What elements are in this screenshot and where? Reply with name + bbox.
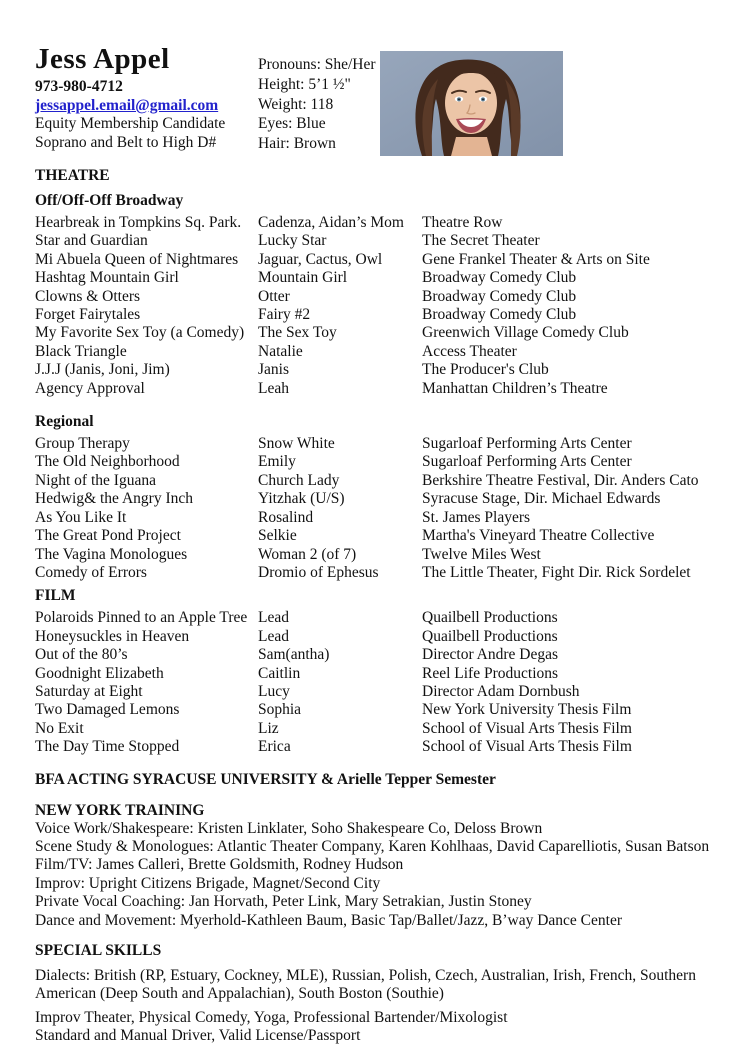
table-row xyxy=(35,232,721,250)
production-title: Black Triangle xyxy=(35,342,127,360)
pronouns: Pronouns: She/Her xyxy=(258,56,376,73)
venue-name: Reel Life Productions xyxy=(422,664,559,682)
table-row xyxy=(35,343,721,361)
role-name: Lucky Star xyxy=(258,232,327,250)
venue-name: Martha's Vineyard Theatre Collective xyxy=(422,527,655,545)
table-row xyxy=(35,435,721,453)
training-item: Voice Work/Shakespeare: Kristen Linklater, Soho Shakespeare Co, Deloss Brown xyxy=(35,819,543,837)
production-title: Agency Approval xyxy=(35,379,145,397)
table-row xyxy=(35,628,721,646)
vocal-range: Soprano and Belt to High D# xyxy=(35,133,217,151)
venue-name: New York University Thesis Film xyxy=(422,701,632,719)
table-row xyxy=(35,609,721,627)
off-broadway-heading: Off/Off-Off Broadway xyxy=(35,192,184,209)
training-item: Scene Study & Monologues: Atlantic Theater Company, Karen Kohlhaas, David Caparelliotis, Susan Batson xyxy=(35,837,710,855)
resume-header xyxy=(35,45,721,157)
theatre-heading: THEATRE xyxy=(35,167,110,184)
production-title: No Exit xyxy=(35,719,84,737)
role-name: Liz xyxy=(258,719,279,737)
table-row xyxy=(35,361,721,379)
weight: Weight: 118 xyxy=(258,95,334,113)
film-table xyxy=(35,609,721,756)
table-row xyxy=(35,324,721,342)
venue-name: Manhattan Children’s Theatre xyxy=(422,379,608,397)
contact-block xyxy=(35,45,258,152)
production-title: The Great Pond Project xyxy=(35,527,181,545)
venue-name: School of Visual Arts Thesis Film xyxy=(422,738,632,756)
table-row xyxy=(35,665,721,683)
table-row xyxy=(35,251,721,269)
training-item: Dance and Movement: Myerhold-Kathleen Baum, Basic Tap/Ballet/Jazz, B’way Dance Center xyxy=(35,911,623,929)
role-name: Caitlin xyxy=(258,664,301,682)
film-heading: FILM xyxy=(35,587,76,605)
venue-name: Director Adam Dornbush xyxy=(422,682,580,700)
production-title: Star and Guardian xyxy=(35,232,148,250)
regional-heading: Regional xyxy=(35,413,94,431)
production-title: The Old Neighborhood xyxy=(35,453,180,471)
venue-name: The Secret Theater xyxy=(422,232,540,250)
skills-heading: SPECIAL SKILLS xyxy=(35,942,162,959)
venue-name: Twelve Miles West xyxy=(422,545,541,563)
height: Height: 5’1 ½" xyxy=(258,75,351,93)
role-name: Lead xyxy=(258,609,289,627)
skills-driver: Standard and Manual Driver, Valid License/Passport xyxy=(35,1027,361,1045)
venue-name: Director Andre Degas xyxy=(422,646,559,664)
venue-name: Theatre Row xyxy=(422,214,503,231)
role-name: Selkie xyxy=(258,527,297,545)
venue-name: Broadway Comedy Club xyxy=(422,287,577,305)
training-item: Improv: Upright Citizens Brigade, Magnet/Second City xyxy=(35,874,381,892)
stats-block xyxy=(258,45,380,154)
role-name: Janis xyxy=(258,361,289,379)
production-title: Out of the 80’s xyxy=(35,646,128,664)
table-row xyxy=(35,646,721,664)
role-name: Leah xyxy=(258,379,289,397)
table-row xyxy=(35,701,721,719)
table-row xyxy=(35,683,721,701)
production-title: Polaroids Pinned to an Apple Tree xyxy=(35,609,248,627)
role-name: The Sex Toy xyxy=(258,324,337,342)
skills-dialects: Dialects: British (RP, Estuary, Cockney, MLE), Russian, Polish, Czech, Australian, Irish, French, Southern American (Deep South and Appalachian), South Boston (Southie) xyxy=(35,967,696,1003)
production-title: Clowns & Otters xyxy=(35,287,141,305)
role-name: Snow White xyxy=(258,435,335,453)
venue-name: Quailbell Productions xyxy=(422,627,558,645)
role-name: Sophia xyxy=(258,701,302,719)
table-row xyxy=(35,472,721,490)
skills-other: Improv Theater, Physical Comedy, Yoga, Professional Bartender/Mixologist xyxy=(35,1008,508,1026)
venue-name: Broadway Comedy Club xyxy=(422,306,577,324)
eye-color: Eyes: Blue xyxy=(258,115,326,133)
table-row xyxy=(35,509,721,527)
off-broadway-table xyxy=(35,214,721,398)
training-heading: NEW YORK TRAINING xyxy=(35,801,205,819)
production-title: Group Therapy xyxy=(35,435,130,453)
table-row xyxy=(35,453,721,471)
production-title: J.J.J (Janis, Joni, Jim) xyxy=(35,361,170,379)
venue-name: Greenwich Village Comedy Club xyxy=(422,324,629,342)
training-item: Private Vocal Coaching: Jan Horvath, Peter Link, Mary Setrakian, Justin Stoney xyxy=(35,893,532,911)
role-name: Natalie xyxy=(258,342,303,360)
production-title: Two Damaged Lemons xyxy=(35,701,180,719)
production-title: Honeysuckles in Heaven xyxy=(35,627,190,645)
role-name: Sam(antha) xyxy=(258,646,330,664)
table-row xyxy=(35,720,721,738)
headshot-photo xyxy=(380,51,563,156)
table-row xyxy=(35,269,721,287)
production-title: My Favorite Sex Toy (a Comedy) xyxy=(35,324,245,342)
training-section xyxy=(35,801,721,930)
role-name: Mountain Girl xyxy=(258,269,348,287)
venue-name: Gene Frankel Theater & Arts on Site xyxy=(422,250,650,268)
role-name: Emily xyxy=(258,453,296,471)
role-name: Jaguar, Cactus, Owl xyxy=(258,250,383,268)
venue-name: Broadway Comedy Club xyxy=(422,269,577,287)
production-title: Comedy of Errors xyxy=(35,563,147,581)
production-title: Night of the Iguana xyxy=(35,471,156,489)
table-row xyxy=(35,380,721,398)
venue-name: Syracuse Stage, Dir. Michael Edwards xyxy=(422,490,661,508)
production-title: Hashtag Mountain Girl xyxy=(35,269,179,287)
role-name: Lucy xyxy=(258,682,290,700)
role-name: Church Lady xyxy=(258,471,340,489)
production-title: Saturday at Eight xyxy=(35,682,143,700)
table-row xyxy=(35,306,721,324)
venue-name: Berkshire Theatre Festival, Dir. Anders Cato xyxy=(422,471,699,489)
venue-name: The Producer's Club xyxy=(422,361,549,379)
role-name: Otter xyxy=(258,287,290,305)
venue-name: Quailbell Productions xyxy=(422,609,558,627)
role-name: Fairy #2 xyxy=(258,306,311,324)
production-title: Mi Abuela Queen of Nightmares xyxy=(35,250,239,268)
table-row xyxy=(35,564,721,582)
role-name: Cadenza, Aidan’s Mom xyxy=(258,214,404,231)
phone-number: 973-980-4712 xyxy=(35,78,123,95)
venue-name: St. James Players xyxy=(422,508,531,526)
table-row xyxy=(35,214,721,232)
table-row xyxy=(35,527,721,545)
table-row xyxy=(35,288,721,306)
venue-name: School of Visual Arts Thesis Film xyxy=(422,719,632,737)
production-title: The Day Time Stopped xyxy=(35,738,180,756)
production-title: Goodnight Elizabeth xyxy=(35,664,164,682)
role-name: Woman 2 (of 7) xyxy=(258,545,357,563)
regional-table xyxy=(35,435,721,582)
theatre-section xyxy=(35,166,721,582)
table-row xyxy=(35,490,721,508)
training-item: Film/TV: James Calleri, Brette Goldsmith, Rodney Hudson xyxy=(35,856,404,874)
skills-section xyxy=(35,941,721,1046)
production-title: Forget Fairytales xyxy=(35,306,141,324)
venue-name: Sugarloaf Performing Arts Center xyxy=(422,453,632,471)
venue-name: The Little Theater, Fight Dir. Rick Sordelet xyxy=(422,563,691,581)
venue-name: Sugarloaf Performing Arts Center xyxy=(422,435,632,453)
venue-name: Access Theater xyxy=(422,342,517,360)
production-title: As You Like It xyxy=(35,508,127,526)
role-name: Lead xyxy=(258,627,289,645)
production-title: Hearbreak in Tompkins Sq. Park. xyxy=(35,214,242,231)
film-section xyxy=(35,586,721,756)
union-status: Equity Membership Candidate xyxy=(35,115,226,132)
hair-color: Hair: Brown xyxy=(258,135,336,153)
email-link[interactable]: jessappel.email@gmail.com xyxy=(35,96,219,114)
education-line: BFA ACTING SYRACUSE UNIVERSITY & Arielle Tepper Semester xyxy=(35,770,496,788)
role-name: Yitzhak (U/S) xyxy=(258,490,345,508)
production-title: The Vagina Monologues xyxy=(35,545,188,563)
table-row xyxy=(35,738,721,756)
role-name: Dromio of Ephesus xyxy=(258,563,379,581)
role-name: Erica xyxy=(258,738,291,756)
role-name: Rosalind xyxy=(258,508,314,526)
production-title: Hedwig& the Angry Inch xyxy=(35,490,193,508)
person-name: Jess Appel xyxy=(35,43,170,75)
table-row xyxy=(35,546,721,564)
